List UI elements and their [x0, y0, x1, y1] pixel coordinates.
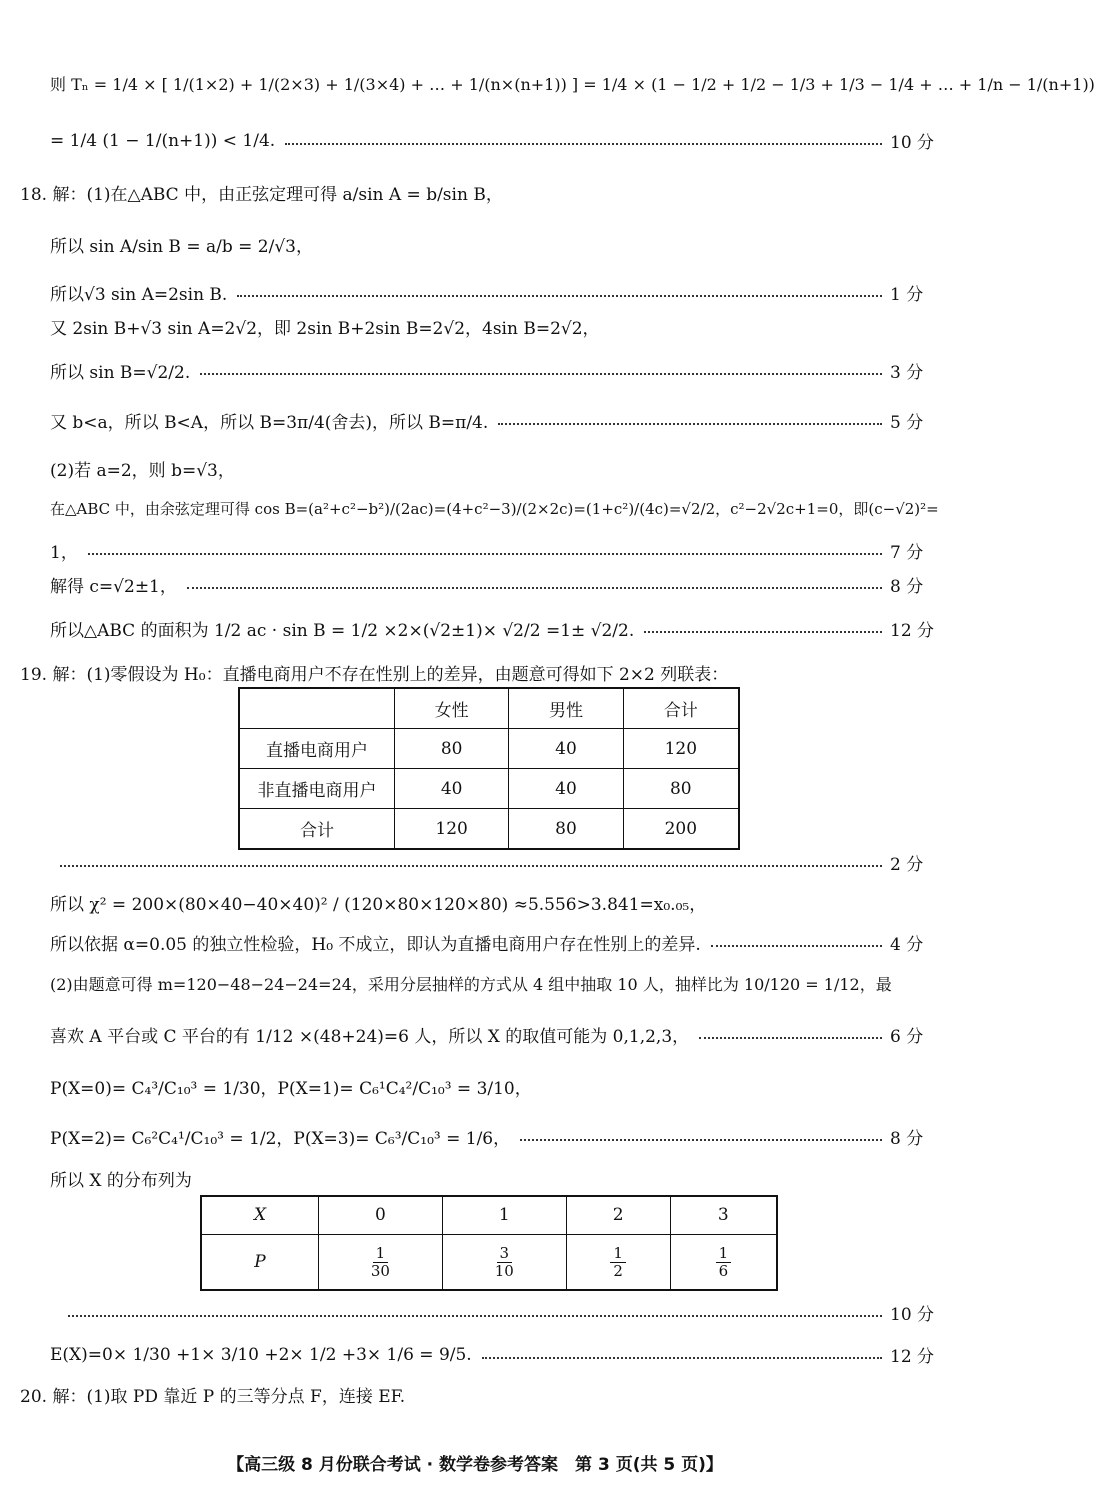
q18-step-text: 又 b<a，所以 B<A，所以 B=3π/4(舍去)，所以 B=π/4. — [50, 413, 489, 433]
table-cell: 120 — [395, 809, 509, 850]
line-q19-dist-score — [0, 1300, 950, 1325]
leader-dots — [699, 1037, 882, 1039]
table-cell: 0 — [319, 1196, 443, 1234]
table-cell: 80 — [395, 729, 509, 769]
leader-dots — [187, 587, 882, 589]
denominator: 6 — [718, 1262, 729, 1281]
line-q18-5 — [0, 358, 950, 383]
numerator: 1 — [610, 1245, 626, 1263]
q19-step-text: E(X)=0× 1/30 +1× 3/10 +2× 1/2 +3× 1/6 = 9/5. — [50, 1344, 472, 1365]
score-label: 12 分 — [890, 1347, 935, 1367]
distribution-table — [200, 1195, 778, 1291]
q19-step-text: (2)由题意可得 m=120−48−24−24=24，采用分层抽样的方式从 4 组中抽取 10 人，抽样比为 10/120 = 1/12，最 — [50, 975, 892, 994]
table-cell: 40 — [509, 729, 623, 769]
table-row — [201, 1196, 777, 1234]
leader-dots — [520, 1139, 882, 1141]
q19-step-text: 所以 χ² = 200×(80×40−40×40)² / (120×80×120×80) ≈5.556>3.841=x₀.₀₅， — [50, 895, 707, 915]
table-cell: 120 — [623, 729, 739, 769]
line-q19-table-score — [0, 850, 950, 875]
leader-dots — [60, 865, 882, 867]
line-q18-1 — [0, 180, 950, 205]
table-row — [239, 688, 739, 729]
line-q18-9 — [0, 538, 950, 563]
table-cell: 80 — [623, 769, 739, 809]
table-cell — [239, 688, 395, 729]
table-cell — [442, 1234, 566, 1290]
tn-result-text: = 1/4 (1 − 1/(n+1)) < 1/4. — [50, 130, 276, 151]
q18-step-text: 所以△ABC 的面积为 1/2 ac · sin B = 1/2 ×2×(√2±1)× √2/2 =1± √2/2. — [50, 621, 635, 641]
q19-step-text: P(X=0)= C₄³/C₁₀³ = 1/30，P(X=1)= C₆¹C₄²/C₁₀³ = 3/10， — [50, 1079, 532, 1099]
line-q19-8 — [0, 1166, 950, 1191]
line-q19-3 — [0, 930, 950, 955]
line-q20-1 — [0, 1382, 950, 1407]
denominator: 30 — [370, 1262, 390, 1281]
table-cell — [566, 1234, 670, 1290]
q18-step-text: 在△ABC 中，由余弦定理可得 cos B=(a²+c²−b²)/(2ac)=(4+c²−3)/(2×2c)=(1+c²)/(4c)=√2/2，c²−2√2c+1=0，即(c−√2)²= — [50, 500, 939, 518]
table-cell: 1 — [442, 1196, 566, 1234]
line-q19-4 — [0, 972, 950, 995]
denominator: 10 — [494, 1262, 514, 1281]
table-row — [239, 809, 739, 850]
line-q18-2 — [0, 232, 950, 257]
table-row-label: 直播电商用户 — [239, 729, 395, 769]
leader-dots — [285, 143, 882, 145]
table-header-cell: 男性 — [509, 688, 623, 729]
score-label: 10 分 — [890, 133, 935, 153]
leader-dots — [498, 423, 882, 425]
score-label: 2 分 — [890, 855, 924, 875]
line-q19-7 — [0, 1124, 950, 1149]
table-header-cell: 合计 — [623, 688, 739, 729]
score-label: 10 分 — [890, 1305, 935, 1325]
q19-step-text: 喜欢 A 平台或 C 平台的有 1/12 ×(48+24)=6 人，所以 X 的取值可能为 0,1,2,3， — [50, 1027, 690, 1047]
q18-step-text: 解得 c=√2±1， — [50, 577, 177, 597]
table-header-cell — [201, 1196, 319, 1234]
q18-step-text: 1， — [50, 543, 78, 563]
line-q18-4 — [0, 314, 950, 339]
fraction — [716, 1245, 732, 1281]
table-cell: 3 — [670, 1196, 777, 1234]
table-row — [201, 1234, 777, 1290]
score-label: 4 分 — [890, 935, 924, 955]
line-q18-11 — [0, 616, 950, 641]
q19-step-text: P(X=2)= C₆²C₄¹/C₁₀³ = 1/2，P(X=3)= C₆³/C₁₀³ = 1/6， — [50, 1129, 511, 1149]
score-label: 7 分 — [890, 543, 924, 563]
q18-start-text: 18. 解：(1)在△ABC 中，由正弦定理可得 a/sin A = b/sin B， — [20, 185, 503, 205]
table-cell: 2 — [566, 1196, 670, 1234]
line-q19-2 — [0, 890, 950, 915]
line-tn-sum — [0, 72, 1095, 95]
numerator: 3 — [497, 1245, 513, 1263]
q18-step-text: (2)若 a=2，则 b=√3， — [50, 461, 235, 481]
fraction — [495, 1245, 514, 1281]
leader-dots — [237, 295, 882, 297]
leader-dots — [68, 1315, 882, 1317]
leader-dots — [88, 553, 882, 555]
numerator: 1 — [373, 1245, 389, 1263]
leader-dots — [644, 631, 882, 633]
score-label: 8 分 — [890, 1129, 924, 1149]
score-label: 5 分 — [890, 413, 924, 433]
fraction — [610, 1245, 626, 1281]
table-cell — [319, 1234, 443, 1290]
table-header-cell: 女性 — [395, 688, 509, 729]
table-row-label: 非直播电商用户 — [239, 769, 395, 809]
p-label: P — [254, 1251, 266, 1272]
table-cell: 40 — [509, 769, 623, 809]
line-q18-3 — [0, 280, 950, 305]
tn-sum-text: 则 Tₙ = 1/4 × [ 1/(1×2) + 1/(2×3) + 1/(3×4) + … + 1/(n×(n+1)) ] = 1/4 × (1 − 1/2 + 1/2 − 1/3 + 1/3 − 1/4 + … + 1/n − 1/(n+1)) — [50, 75, 1095, 94]
line-q18-10 — [0, 572, 950, 597]
score-label: 8 分 — [890, 577, 924, 597]
table-cell: 40 — [395, 769, 509, 809]
line-tn-result — [0, 128, 950, 153]
line-q18-6 — [0, 408, 950, 433]
line-q18-7 — [0, 456, 950, 481]
score-label: 1 分 — [890, 285, 924, 305]
numerator: 1 — [716, 1245, 732, 1263]
line-q19-9 — [0, 1342, 950, 1367]
q19-step-text: 所以 X 的分布列为 — [50, 1171, 192, 1191]
q18-step-text: 又 2sin B+√3 sin A=2√2，即 2sin B+2sin B=2√2，4sin B=2√2， — [50, 319, 600, 339]
table-cell — [670, 1234, 777, 1290]
x-label: X — [253, 1205, 267, 1226]
table-row — [239, 729, 739, 769]
q18-step-text: 所以 sin B=√2/2. — [50, 363, 191, 383]
leader-dots — [711, 945, 882, 947]
q19-start-text: 19. 解：(1)零假设为 H₀：直播电商用户不存在性别上的差异，由题意可得如下 2×2 列联表： — [20, 665, 729, 685]
fraction — [371, 1245, 390, 1281]
table-cell: 80 — [509, 809, 623, 850]
table-header-cell — [201, 1234, 319, 1290]
q18-step-text: 所以√3 sin A=2sin B. — [50, 285, 228, 305]
table-cell: 200 — [623, 809, 739, 850]
leader-dots — [482, 1357, 882, 1359]
page-footer: 【高三级 8 月份联合考试 · 数学卷参考答案 第 3 页(共 5 页)】 — [227, 1455, 723, 1475]
line-q19-6 — [0, 1074, 950, 1099]
line-q18-8 — [0, 498, 950, 519]
score-label: 6 分 — [890, 1027, 924, 1047]
table-row-label: 合计 — [239, 809, 395, 850]
table-row — [239, 769, 739, 809]
contingency-table — [238, 687, 740, 850]
score-label: 12 分 — [890, 621, 935, 641]
score-label: 3 分 — [890, 363, 924, 383]
line-q19-5 — [0, 1022, 950, 1047]
line-q19-1 — [0, 660, 950, 685]
denominator: 2 — [613, 1262, 623, 1281]
q18-step-text: 所以 sin A/sin B = a/b = 2/√3， — [50, 237, 313, 257]
q20-start-text: 20. 解：(1)取 PD 靠近 P 的三等分点 F，连接 EF. — [20, 1387, 406, 1407]
leader-dots — [200, 373, 882, 375]
q19-step-text: 所以依据 α=0.05 的独立性检验，H₀ 不成立，即认为直播电商用户存在性别上的差异. — [50, 935, 701, 955]
